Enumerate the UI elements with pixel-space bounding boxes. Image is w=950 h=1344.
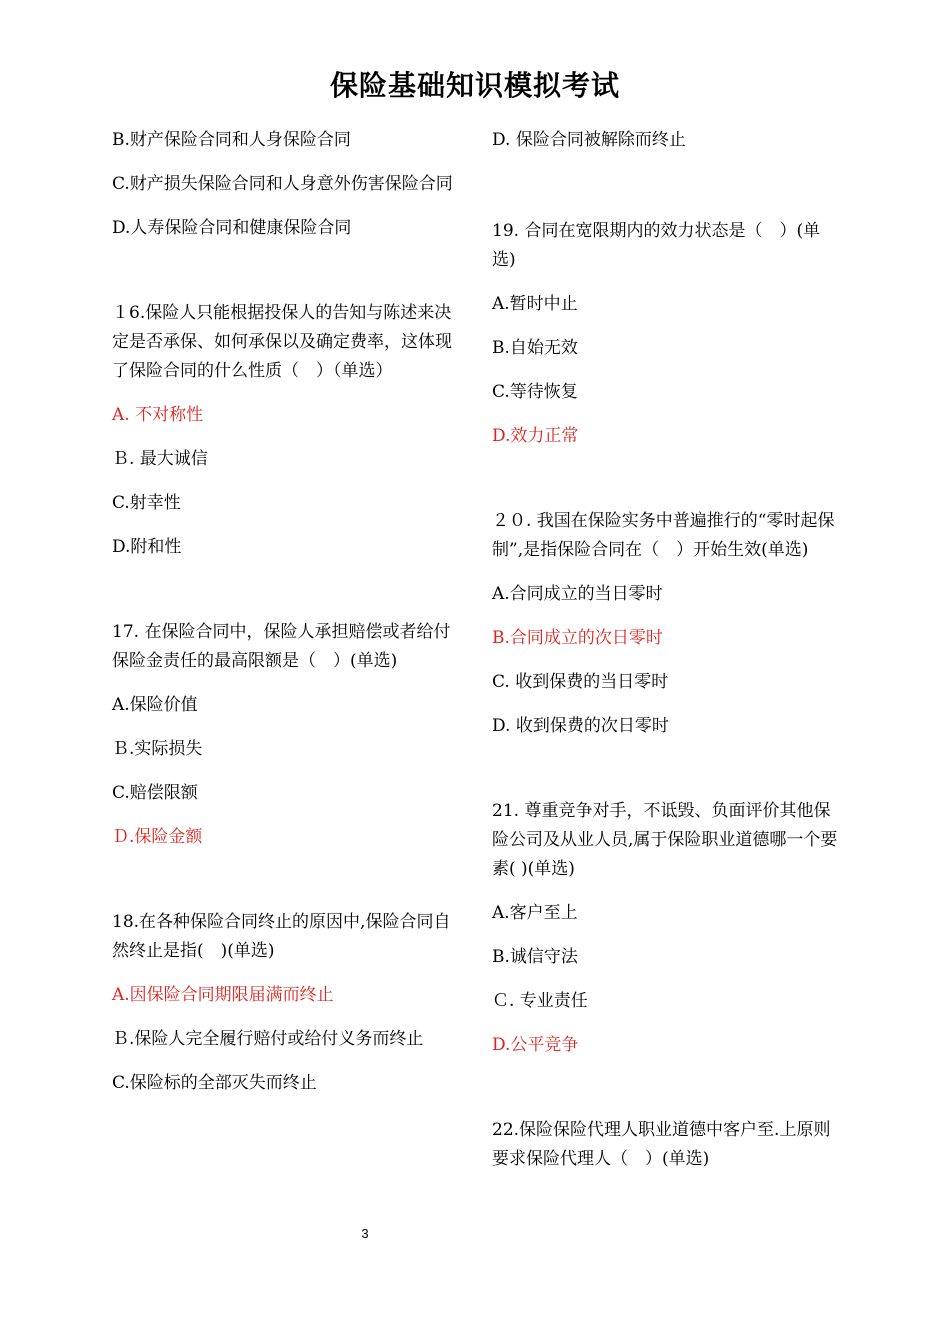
q17-option-d: Ｄ.保险金额 <box>112 827 203 847</box>
q18-text: 18.在各种保险合同终止的原因中,保险合同自然终止是指( )(单选) <box>112 912 451 961</box>
q15-option-c: C.财产损失保险合同和人身意外伤害保险合同 <box>112 174 453 194</box>
q18-option-c: C.保险标的全部灭失而终止 <box>112 1073 317 1093</box>
q15-option-d: D.人寿保险合同和健康保险合同 <box>112 218 352 238</box>
q17-option-c: C.赔偿限额 <box>112 783 198 803</box>
q21-option-b: B.诚信守法 <box>492 947 578 967</box>
q19-text: 19. 合同在宽限期内的效力状态是（ ）(单选) <box>492 221 821 270</box>
page-number: 3 <box>361 1226 369 1241</box>
q17-option-b: Ｂ.实际损失 <box>112 739 203 759</box>
q17-option-a: A.保险价值 <box>112 695 198 715</box>
right-column <box>492 126 842 1189</box>
q21-text: 21. 尊重竞争对手，不诋毁、负面评价其他保险公司及从业人员,属于保险职业道德哪一个要素( )(单选) <box>492 801 838 879</box>
q16-option-a: A. 不对称性 <box>112 405 204 425</box>
q16-option-c: C.射幸性 <box>112 493 181 513</box>
q18-option-a: A.因保险合同期限届满而终止 <box>112 985 334 1005</box>
q20-option-b: B.合同成立的次日零时 <box>492 628 663 648</box>
q17-text: 17. 在保险合同中，保险人承担赔偿或者给付保险金责任的最高限额是（ ）(单选) <box>112 622 451 671</box>
q16-option-d: D.附和性 <box>112 537 182 557</box>
q21-option-d: D.公平竞争 <box>492 1035 579 1055</box>
q21-option-a: A.客户至上 <box>492 903 578 923</box>
q16-option-b: Ｂ. 最大诚信 <box>112 449 208 469</box>
q21-option-c: Ｃ. 专业责任 <box>492 991 588 1011</box>
q19-option-d: D.效力正常 <box>492 426 579 446</box>
q18-option-b: Ｂ.保险人完全履行赔付或给付义务而终止 <box>112 1029 424 1049</box>
q19-option-b: B.自始无效 <box>492 338 578 358</box>
q16-text: １6.保险人只能根据投保人的告知与陈述来决定是否承保、如何承保以及确定费率，这体现了保险合同的什么性质（ ）（单选） <box>112 303 452 381</box>
q18-option-d: D. 保险合同被解除而终止 <box>492 130 686 150</box>
q15-option-b: B.财产保险合同和人身保险合同 <box>112 130 351 150</box>
left-column <box>112 126 464 1113</box>
q19-option-a: A.暂时中止 <box>492 294 578 314</box>
q20-option-c: C. 收到保费的当日零时 <box>492 672 669 692</box>
q20-text: ２０. 我国在保险实务中普遍推行的“零时起保制”,是指保险合同在（ ）开始生效(单选) <box>492 511 835 560</box>
q20-option-d: D. 收到保费的次日零时 <box>492 716 669 736</box>
q20-option-a: A.合同成立的当日零时 <box>492 584 663 604</box>
page-title: 保险基础知识模拟考试 <box>329 69 620 102</box>
q22-text: 22.保险保险代理人职业道德中客户至.上原则要求保险代理人（ ）(单选) <box>492 1120 831 1169</box>
q19-option-c: C.等待恢复 <box>492 382 578 402</box>
